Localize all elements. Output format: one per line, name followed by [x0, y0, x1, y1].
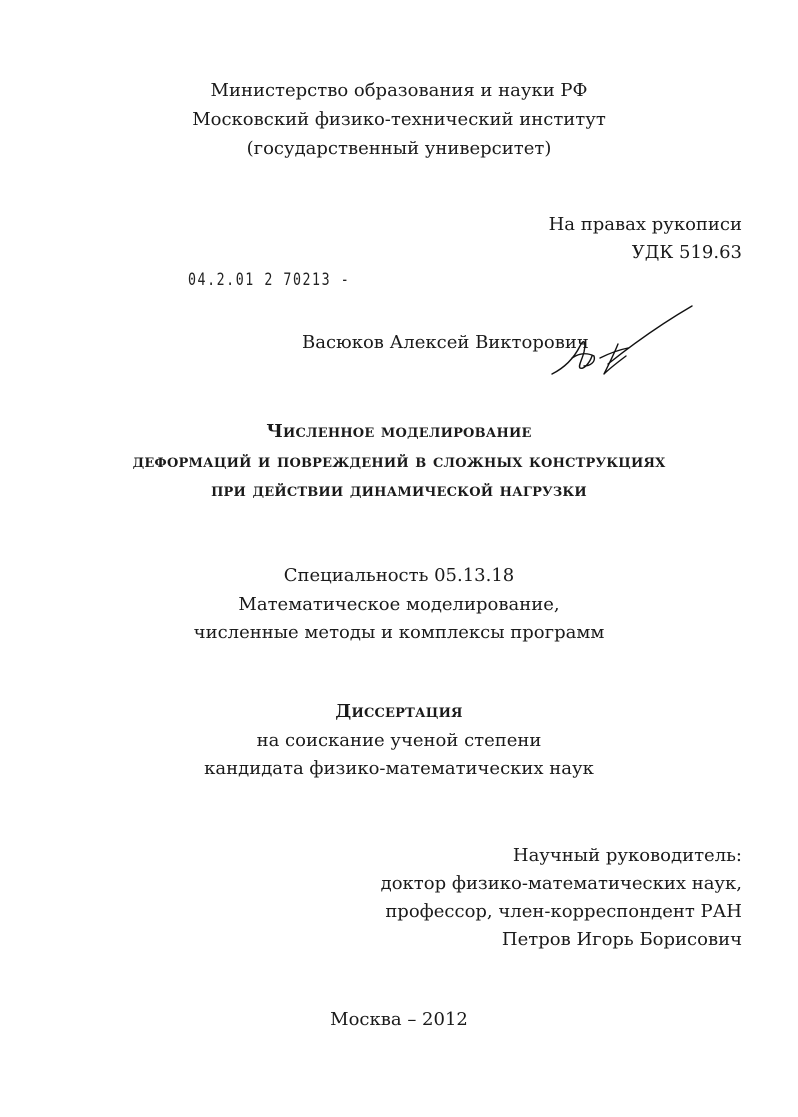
- supervisor-position: профессор, член-корреспондент РАН: [385, 901, 742, 922]
- title-line-1: Численное моделирование: [266, 421, 532, 442]
- author-name: Васюков Алексей Викторович: [302, 332, 589, 353]
- ministry-line: Министерство образования и науки РФ: [210, 80, 588, 101]
- title-line-3: при действии динамической нагрузки: [211, 480, 587, 501]
- specialty-code: Специальность 05.13.18: [283, 565, 515, 586]
- supervisor-name: Петров Игорь Борисович: [501, 929, 742, 950]
- title-line-2: деформаций и повреждений в сложных конструкциях: [132, 451, 666, 472]
- udc-code: УДК 519.63: [631, 242, 742, 263]
- university-line: (государственный университет): [246, 138, 552, 159]
- institute-line: Московский физико-технический институт: [192, 109, 606, 130]
- manuscript-rights: На правах рукописи: [548, 214, 742, 235]
- supervisor-degree: доктор физико-математических наук,: [380, 873, 742, 894]
- specialty-name-1: Математическое моделирование,: [238, 594, 560, 615]
- supervisor-label: Научный руководитель:: [512, 845, 742, 866]
- registration-stamp: 04.2.01 2 70213 -: [188, 270, 351, 290]
- city-year: Москва – 2012: [330, 1009, 468, 1030]
- dissertation-heading: Диссертация: [335, 701, 463, 722]
- signature-icon: [548, 300, 698, 385]
- specialty-name-2: численные методы и комплексы программ: [193, 622, 605, 643]
- degree-name: кандидата физико-математических наук: [204, 758, 594, 779]
- degree-purpose: на соискание ученой степени: [256, 730, 542, 751]
